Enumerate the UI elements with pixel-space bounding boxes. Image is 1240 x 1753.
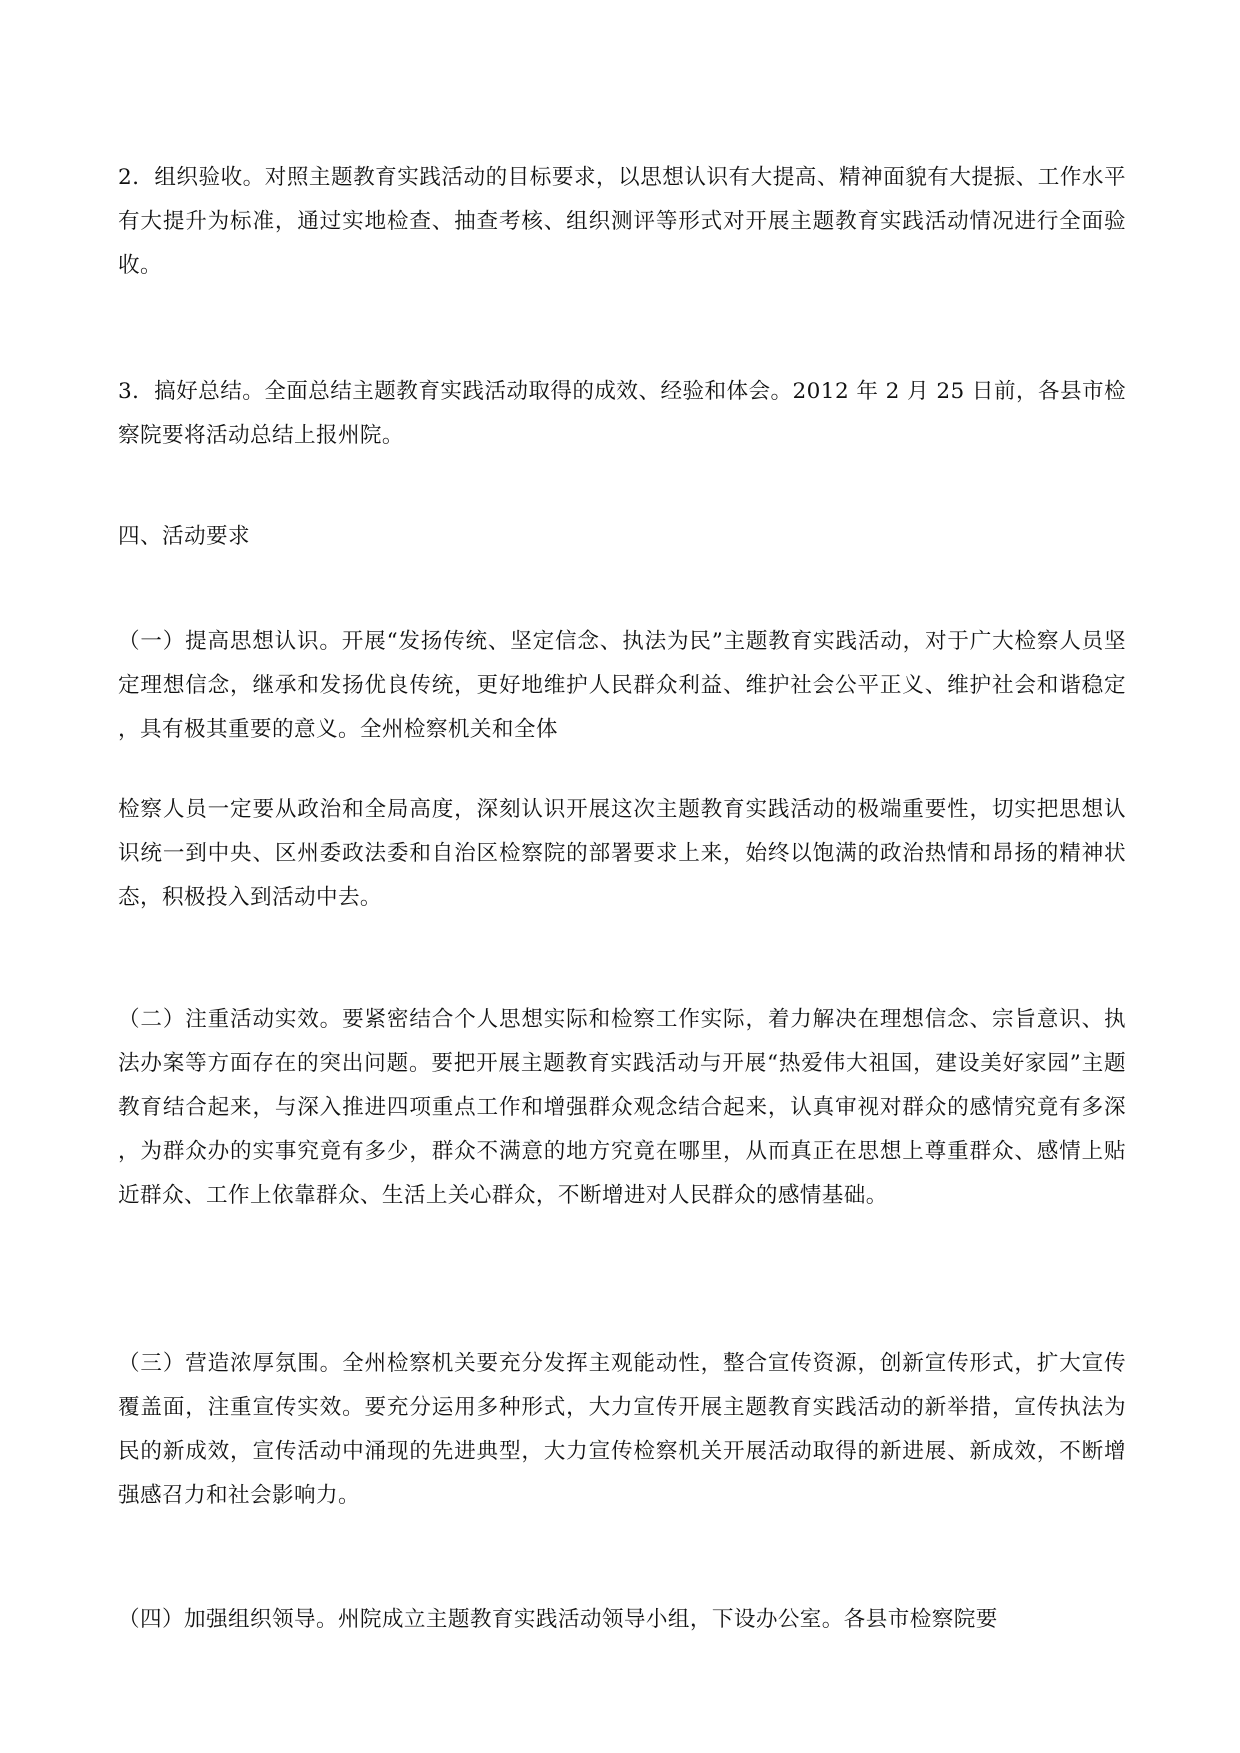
section-heading-activity-requirements: 四、活动要求 bbox=[118, 524, 250, 549]
paragraph-effectiveness: （二）注重活动实效。要紧密结合个人思想实际和检察工作实际，着力解决在理想信念、宗旨意识、执法办案等方面存在的突出问题。要把开展主题教育实践活动与开展“热爱伟大祖国，建设美好家园”主题教育结合起来，与深入推进四项重点工作和增强群众观念结合起来，认真审视对群众的感情究竟有多深，为群众办的实事究竟有多少，群众不满意的地方究竟在哪里，从而真正在思想上尊重群众、感情上贴近群众、工作上依靠群众、生活上关心群众，不断增进对人民群众的感情基础。 bbox=[118, 1007, 1126, 1208]
paragraph-organize-acceptance: 2．组织验收。对照主题教育实践活动的目标要求，以思想认识有大提高、精神面貌有大提振、工作水平有大提升为标准，通过实地检查、抽查考核、组织测评等形式对开展主题教育实践活动情况进行全面验收。 bbox=[118, 165, 1126, 278]
paragraph-atmosphere: （三）营造浓厚氛围。全州检察机关要充分发挥主观能动性，整合宣传资源，创新宣传形式，扩大宣传覆盖面，注重宣传实效。要充分运用多种形式，大力宣传开展主题教育实践活动的新举措，宣传执法为民的新成效，宣传活动中涌现的先进典型，大力宣传检察机关开展活动取得的新进展、新成效，不断增强感召力和社会影响力。 bbox=[118, 1351, 1126, 1508]
paragraph-summary: 3．搞好总结。全面总结主题教育实践活动取得的成效、经验和体会。2012 年 2 月 25 日前，各县市检察院要将活动总结上报州院。 bbox=[118, 379, 1126, 448]
paragraph-raise-awareness-continued: 检察人员一定要从政治和全局高度，深刻认识开展这次主题教育实践活动的极端重要性，切实把思想认识统一到中央、区州委政法委和自治区检察院的部署要求上来，始终以饱满的政治热情和昂扬的精神状态，积极投入到活动中去。 bbox=[118, 797, 1126, 910]
paragraph-raise-awareness: （一）提高思想认识。开展“发扬传统、坚定信念、执法为民”主题教育实践活动，对于广大检察人员坚定理想信念，继承和发扬优良传统，更好地维护人民群众利益、维护社会公平正义、维护社会和谐稳定，具有极其重要的意义。全州检察机关和全体 bbox=[118, 629, 1126, 742]
paragraph-leadership: （四）加强组织领导。州院成立主题教育实践活动领导小组，下设办公室。各县市检察院要 bbox=[118, 1607, 998, 1632]
